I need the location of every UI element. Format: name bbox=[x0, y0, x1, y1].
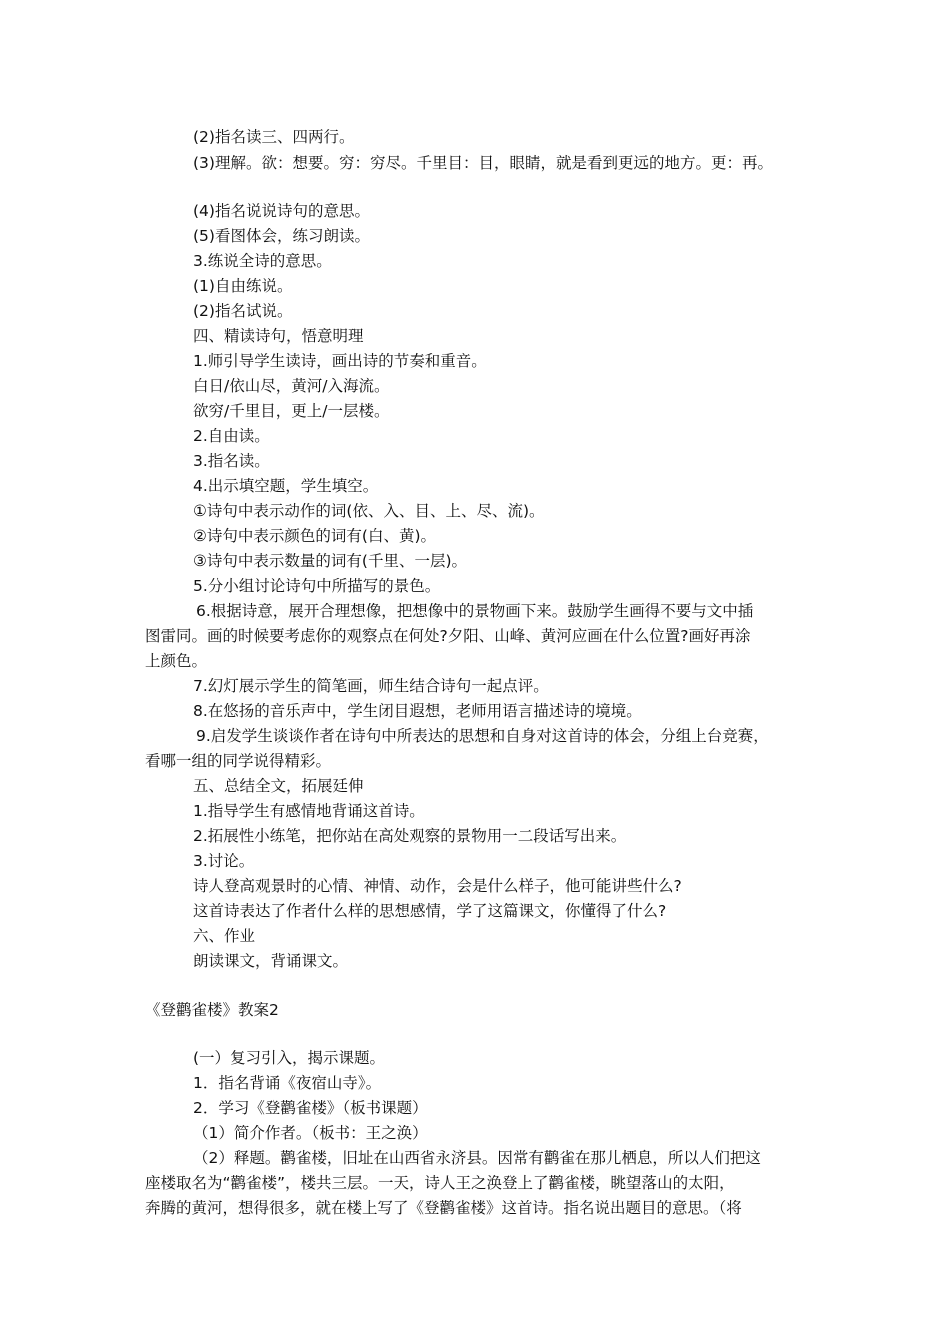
text-line: 8.在悠扬的音乐声中，学生闭目遐想，老师用语言描述诗的境境。 bbox=[193, 702, 642, 720]
poem-line: 白日/依山尽，黄河/入海流。 bbox=[193, 377, 390, 395]
text-line: (4)指名说说诗句的意思。 bbox=[193, 202, 370, 220]
text-line: (2)指名试说。 bbox=[193, 302, 293, 320]
poem-line: 欲穷/千里目，更上/一层楼。 bbox=[193, 402, 390, 420]
text-line: 座楼取名为“鹳雀楼”，楼共三层。一天，诗人王之涣登上了鹳雀楼，眺望落山的太阳， bbox=[145, 1174, 735, 1192]
text-line: 奔腾的黄河，想得很多，就在楼上写了《登鹳雀楼》这首诗。指名说出题目的意思。（将 bbox=[145, 1199, 742, 1217]
text-line: 3.讨论。 bbox=[193, 852, 255, 870]
text-line: 7.幻灯展示学生的简笔画，师生结合诗句一起点评。 bbox=[193, 677, 549, 695]
text-line: （2）释题。鹳雀楼，旧址在山西省永济县。因常有鹳雀在那儿栖息，所以人们把这 bbox=[193, 1149, 761, 1167]
text-line: (1)自由练说。 bbox=[193, 277, 293, 295]
text-line: 2.自由读。 bbox=[193, 427, 270, 445]
text-line: 3.练说全诗的意思。 bbox=[193, 252, 332, 270]
text-line: (2)指名读三、四两行。 bbox=[193, 128, 355, 146]
text-line: （1）简介作者。（板书：王之涣） bbox=[193, 1124, 428, 1142]
section-heading: 六、作业 bbox=[193, 927, 256, 945]
text-line: ③诗句中表示数量的词有(千里、一层)。 bbox=[193, 552, 467, 570]
text-line: 1.师引导学生读诗，画出诗的节奏和重音。 bbox=[193, 352, 487, 370]
text-line: 诗人登高观景时的心情、神情、动作，会是什么样子，他可能讲些什么? bbox=[193, 877, 682, 895]
text-line: (3)理解。欲：想要。穷：穷尽。千里目：目，眼睛，就是看到更远的地方。更：再。 bbox=[193, 154, 773, 172]
text-line: 9.启发学生谈谈作者在诗句中所表达的思想和自身对这首诗的体会，分组上台竞赛， bbox=[196, 727, 769, 745]
section-heading: (一）复习引入，揭示课题。 bbox=[193, 1049, 386, 1067]
text-line: 看哪一组的同学说得精彩。 bbox=[145, 752, 332, 770]
text-line: 6.根据诗意，展开合理想像，把想像中的景物画下来。鼓励学生画得不要与文中插 bbox=[196, 602, 754, 620]
text-line: 2.拓展性小练笔，把你站在高处观察的景物用一二段话写出来。 bbox=[193, 827, 627, 845]
document-title: 《登鹳雀楼》教案2 bbox=[145, 1001, 279, 1019]
text-line: 3.指名读。 bbox=[193, 452, 270, 470]
text-line: ①诗句中表示动作的词(依、入、目、上、尽、流)。 bbox=[193, 502, 545, 520]
text-line: (5)看图体会，练习朗读。 bbox=[193, 227, 370, 245]
text-line: 4.出示填空题，学生填空。 bbox=[193, 477, 379, 495]
text-line: ②诗句中表示颜色的词有(白、黄)。 bbox=[193, 527, 436, 545]
text-line: 1．指名背诵《夜宿山寺》。 bbox=[193, 1074, 382, 1092]
text-line: 5.分小组讨论诗句中所描写的景色。 bbox=[193, 577, 441, 595]
text-line: 1.指导学生有感情地背诵这首诗。 bbox=[193, 802, 425, 820]
text-line: 上颜色。 bbox=[145, 652, 208, 670]
text-line: 这首诗表达了作者什么样的思想感情，学了这篇课文，你懂得了什么? bbox=[193, 902, 667, 920]
section-heading: 四、精读诗句，悟意明理 bbox=[193, 327, 364, 345]
text-line: 朗读课文，背诵课文。 bbox=[193, 952, 349, 970]
text-line: 图雷同。画的时候要考虑你的观察点在何处?夕阳、山峰、黄河应画在什么位置?画好再涂 bbox=[145, 627, 751, 645]
text-line: 2．学习《登鹳雀楼》（板书课题） bbox=[193, 1099, 428, 1117]
section-heading: 五、总结全文，拓展廷伸 bbox=[193, 777, 364, 795]
